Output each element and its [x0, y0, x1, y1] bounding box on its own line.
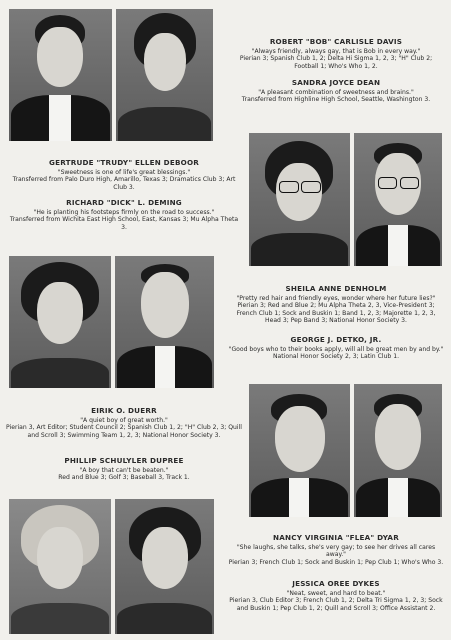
student-activities: Pierian 3; Red and Blue 2; Mu Alpha Theta 2, 3, Vice-President 3; French Club 1; Sock and Buskin 1; Band 1, 2, 3; Majorette 1, 2, 3, Head 3; Pep Band 3; National Honor Society 3.	[236, 302, 436, 325]
student-quote: "Sweetness is one of life's great blessings."	[57, 168, 191, 176]
portrait-photo-dupree	[354, 384, 442, 517]
student-activities: Pierian 3; Spanish Club 1, 2; Delta Hi Sigma 1, 2, 3; "H" Club 2; Football 1; Who's Who 1, 2.	[239, 55, 433, 70]
entry-detko	[228, 336, 444, 361]
portrait-photo-dykes	[115, 499, 214, 634]
student-quote: "Pretty red hair and friendly eyes, wonder where her future lies?"	[236, 294, 436, 302]
student-name: RICHARD "DICK" L. DEMING	[66, 198, 182, 207]
entry-dykes	[228, 580, 444, 612]
student-name: GEORGE J. DETKO, JR.	[290, 335, 382, 344]
student-quote: "Good boys who to their books apply, will all be great men by and by."	[228, 345, 444, 353]
student-name: PHILLIP SCHULYLER DUPREE	[64, 456, 184, 465]
student-name: JESSICA OREE DYKES	[292, 579, 380, 588]
student-name: EIRIK O. DUERR	[91, 406, 157, 415]
student-activities: Pierian 3, Club Editor 3; French Club 1, 2; Delta Tri Sigma 1, 2, 3; Sock and Buskin 1; Pep Club 1, 2; Quill and Scroll 3; Office Assistant 2.	[229, 597, 443, 612]
student-quote: "A pleasant combination of sweetness and brains."	[258, 88, 414, 96]
student-activities: Red and Blue 3; Golf 3; Baseball 3, Track 1.	[58, 474, 190, 482]
portrait-photo-dean	[116, 9, 213, 141]
student-activities: Transferred from Highline High School, Seattle, Washington 3.	[241, 96, 431, 104]
portrait-photo-detko	[354, 133, 442, 266]
portrait-photo-davis	[9, 9, 112, 141]
portrait-photo-denholm	[249, 133, 350, 266]
entry-duerr	[6, 407, 242, 439]
student-name: NANCY VIRGINIA "FLEA" DYAR	[273, 533, 399, 542]
student-quote: "Always friendly, always gay, that is Bob in every way."	[251, 47, 421, 55]
student-name: GERTRUDE "TRUDY" ELLEN DEBOOR	[49, 158, 199, 167]
student-activities: National Honor Society 2, 3; Latin Club 1.	[272, 353, 400, 361]
entry-deboor	[6, 159, 242, 191]
portrait-photo-deboor	[9, 256, 111, 388]
entry-dean	[228, 79, 444, 104]
portrait-photo-dyar	[9, 499, 111, 634]
student-name: ROBERT "BOB" CARLISLE DAVIS	[269, 37, 403, 46]
portrait-photo-deming	[115, 256, 214, 388]
student-activities: Transferred from Wichita East High School, East, Kansas 3; Mu Alpha Theta 3.	[9, 216, 239, 231]
student-activities: Pierian 3, Art Editor; Student Council 2; Spanish Club 1, 2; "H" Club 2, 3; Quill and Scroll 3; Swimming Team 1, 2, 3; National Honor Society 3.	[6, 424, 242, 439]
student-quote: "He is planting his footsteps firmly on the road to success."	[33, 208, 215, 216]
student-activities: Transferred from Palo Duro High, Amarillo, Texas 3; Dramatics Club 3; Art Club 3.	[12, 176, 236, 191]
student-activities: Pierian 3; French Club 1; Sock and Buskin 1; Pep Club 1; Who's Who 3.	[228, 558, 444, 566]
entry-denholm	[228, 285, 444, 325]
student-name: SHEILA ANNE DENHOLM	[285, 284, 387, 293]
entry-davis	[228, 38, 444, 70]
entry-dyar	[228, 534, 444, 566]
student-name: SANDRA JOYCE DEAN	[291, 78, 381, 87]
student-quote: "A boy that can't be beaten."	[79, 466, 169, 474]
student-quote: "She laughs, she talks, she's very gay; to see her drives all cares away."	[236, 543, 436, 559]
student-quote: "Neat, sweet, and hard to beat."	[286, 589, 386, 597]
entry-deming	[6, 199, 242, 231]
entry-dupree	[6, 457, 242, 482]
student-quote: "A quiet boy of great worth."	[80, 416, 168, 424]
portrait-photo-duerr	[249, 384, 350, 517]
